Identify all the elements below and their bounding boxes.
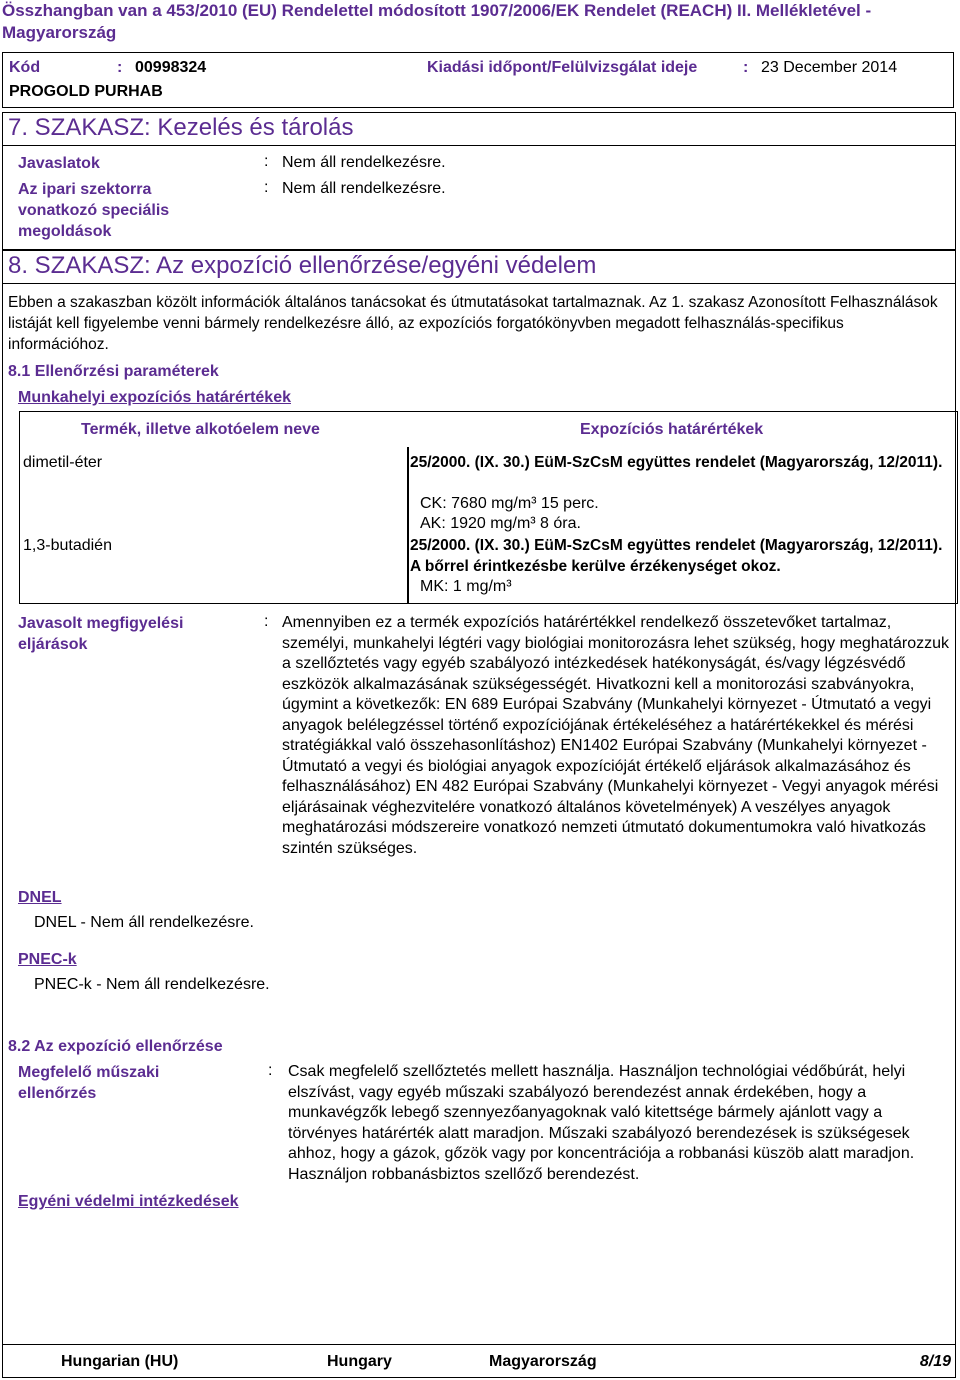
monitoring-text: Amennyiben ez a termék expozíciós határértékkel rendelkező összetevőket tartalmaz, személyi, munkahelyi légtéri vagy biológiai monitorozásra lehet szükség, hogy meghatározzuk a szellőztetés vagy egyéb szabályozó intézkedések hatékonyságát, és/vagy légzésvédő eszközök alkalmazásának szükségességét. Hivatkozni kell a monitorozási szabványokra, úgymint a következők: EN 689 Európai Szabvány (Munkahelyi környezet - Útmutató a vegyi anyagok belélegzéssel történő expozíciójának értékeléséhez a határértékekkel és mérési stratégiákkal való összehasonlításhoz) EN1402 Európai Szabvány (Munkahelyi környezet - Útmutató a vegyi és biológiai anyagok expozícióját értékelő eljárások alkalmazásához és felhasználásához) EN 482 Európai Szabvány (Munkahelyi környezet - Vegyi anyagok mérési eljárásainak véghezvitelére vonatkozó általános követelmények) A veszélyes anyagok meghatározási módszereire vonatkozó nemzeti útmutató dokumentumokra való hivatkozás szintén szükséges. [282, 614, 949, 857]
header-box [2, 52, 954, 108]
monitoring-colon: : [264, 613, 269, 630]
exposure-control-heading: 8.2 Az expozíció ellenőrzése [8, 1038, 223, 1055]
table-row-name: 1,3-butadién [23, 537, 112, 554]
table-row-limit: AK: 1920 mg/m³ 8 óra. [420, 515, 581, 532]
engineering-text: Csak megfelelő szellőztetés mellett használja. Használjon technológiai védőbúrát, helyi elszívást, vagy egyéb műszaki szabályozó berendezést annak érdekében, hogy a munkavégzők lebegő szennyezőanyagoknak való kitettsége bármely ajánlott vagy a törvényes határérték alatt maradjon. Műszaki szabályozó berendezések is szükségesek ahhoz, hogy a gázok, gőzök vagy por koncentrációja a robbanási küszöb alatt maradjon. Használjon robbanásbiztos szellőző berendezést. [288, 1063, 915, 1183]
engineering-colon: : [268, 1062, 273, 1079]
monitoring-label: Javasolt megfigyelési eljárások [18, 615, 184, 653]
table-row-limit: MK: 1 mg/m³ [420, 578, 512, 595]
section-7-heading: 7. SZAKASZ: Kezelés és tárolás [2, 112, 956, 146]
pnec-text: PNEC-k - Nem áll rendelkezésre. [34, 976, 270, 993]
ppe-heading: Egyéni védelmi intézkedések [18, 1193, 239, 1210]
table-header-product: Termék, illetve alkotóelem neve [81, 421, 320, 438]
code-colon: : [117, 59, 123, 76]
table-row-name: dimetil-éter [23, 454, 103, 471]
dnel-text: DNEL - Nem áll rendelkezésre. [34, 914, 254, 931]
footer-country-local: Magyarország [489, 1353, 597, 1370]
issue-date: 23 December 2014 [761, 59, 898, 76]
table-header-limits: Expozíciós határértékek [580, 421, 764, 438]
recommendations-colon: : [264, 153, 269, 170]
code-label: Kód [9, 59, 41, 76]
dnel-heading: DNEL [18, 889, 62, 906]
industry-value: Nem áll rendelkezésre. [282, 180, 446, 197]
workplace-limits-heading: Munkahelyi expozíciós határértékek [18, 389, 291, 406]
recommendations-value: Nem áll rendelkezésre. [282, 154, 446, 171]
product-name: PROGOLD PURHAB [9, 83, 163, 100]
industry-label: Az ipari szektorra vonatkozó speciális megoldások [18, 181, 170, 240]
section-8-heading: 8. SZAKASZ: Az expozíció ellenőrzése/egyéni védelem [2, 250, 956, 284]
section-8-intro: Ebben a szakaszban közölt információk általános tanácsokat és útmutatásokat tartalmaznak. Az 1. szakasz Azonosított Felhasználások listáját kell figyelembe venni bármely rendelkezésre álló, az expozíciós forgatókönyvben megadott felhasználás-specifikus információhoz. [8, 294, 938, 353]
code-value: 00998324 [135, 59, 207, 76]
industry-colon: : [264, 179, 269, 196]
document-title: Összhangban van a 453/2010 (EU) Rendelettel módosított 1907/2006/EK Rendelet (REACH) II. Mellékletével - Magyarország [2, 1, 872, 42]
table-row-regulation: 25/2000. (IX. 30.) EüM-SzCsM együttes rendelet (Magyarország, 12/2011). A bőrrel érintkezésbe kerülve érzékenységet okoz. [410, 537, 943, 575]
recommendations-label: Javaslatok [18, 155, 100, 172]
table-row-limit: CK: 7680 mg/m³ 15 perc. [420, 495, 599, 512]
control-parameters-heading: 8.1 Ellenőrzési paraméterek [8, 363, 219, 380]
issue-label: Kiadási időpont/Felülvizsgálat ideje [427, 59, 698, 76]
table-row-regulation: 25/2000. (IX. 30.) EüM-SzCsM együttes rendelet (Magyarország, 12/2011). [410, 454, 943, 471]
engineering-label: Megfelelő műszaki ellenőrzés [18, 1064, 160, 1102]
footer-page-number: 8/19 [919, 1353, 951, 1370]
page-footer [2, 1344, 956, 1378]
footer-country: Hungary [327, 1353, 392, 1370]
table-column-divider [407, 447, 409, 604]
issue-colon: : [743, 59, 749, 76]
pnec-heading: PNEC-k [18, 951, 77, 968]
footer-language: Hungarian (HU) [61, 1353, 179, 1370]
